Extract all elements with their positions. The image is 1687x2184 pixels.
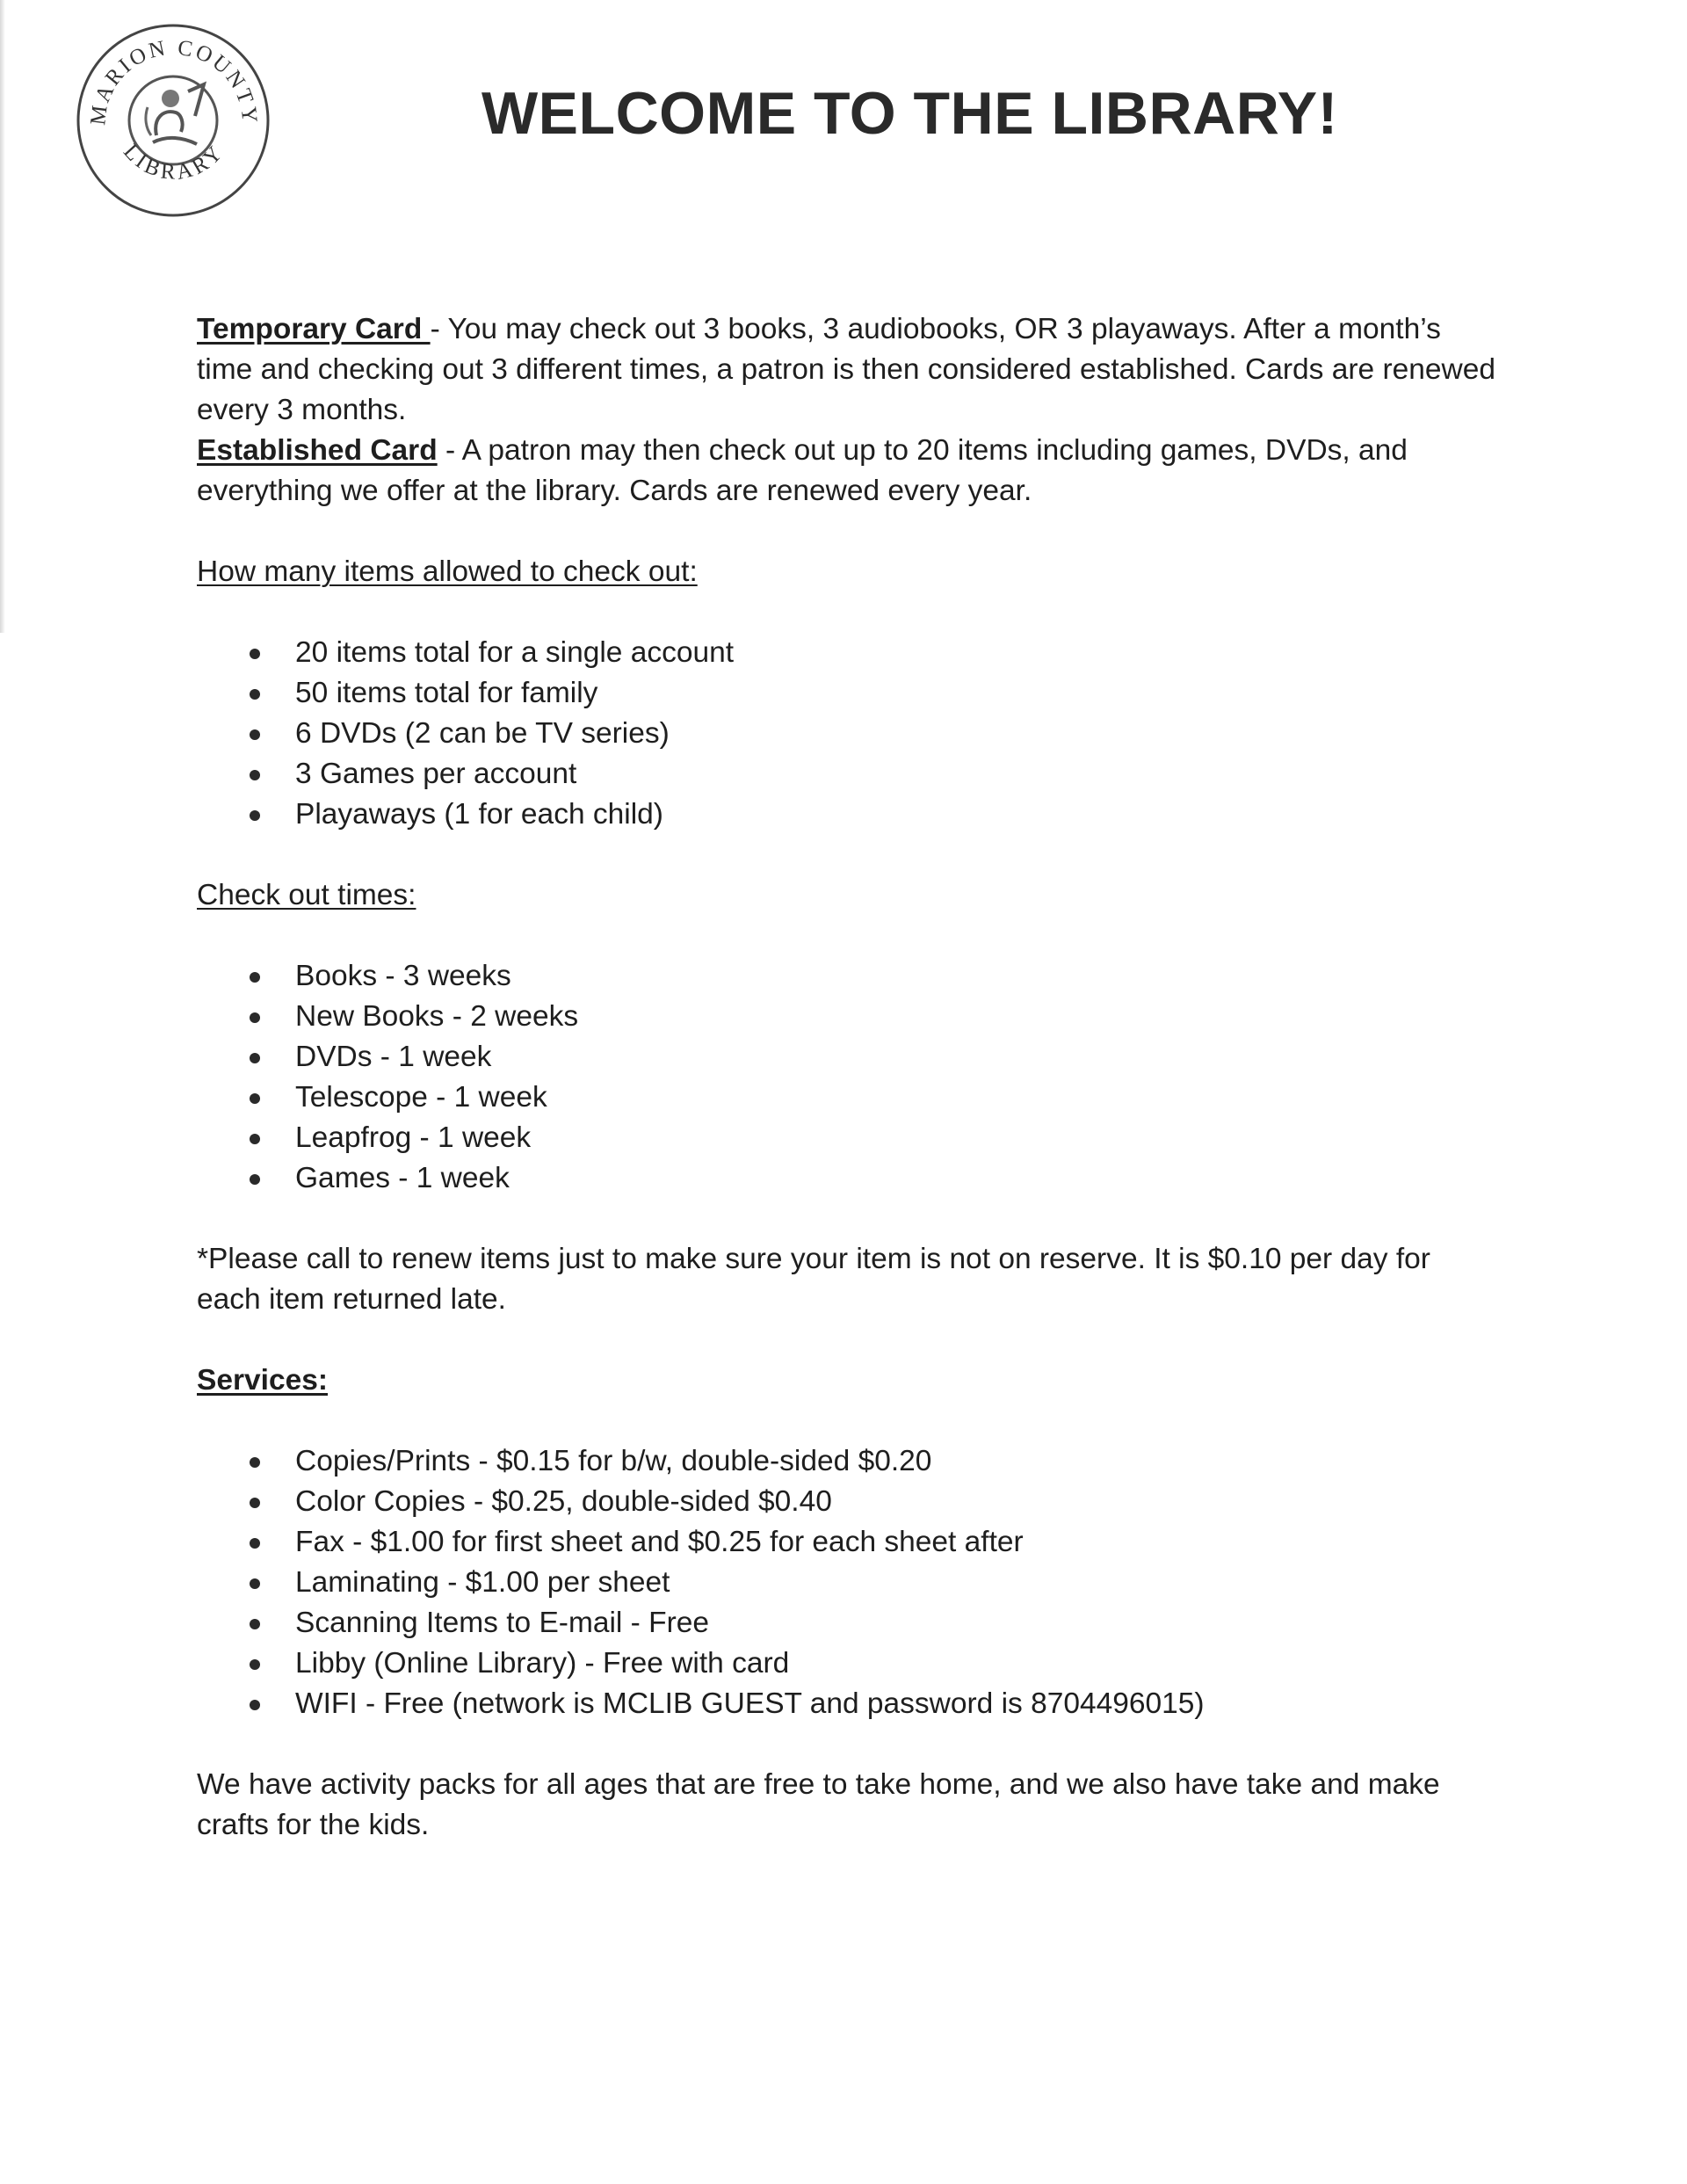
document-body <box>197 309 1497 1846</box>
items-allowed-heading: How many items allowed to check out: <box>197 555 698 588</box>
renew-note: *Please call to renew items just to make sure your item is not on reserve. It is $0.10 per day for each item returned late. <box>197 1243 1430 1316</box>
established-card-paragraph <box>197 431 1497 512</box>
temporary-card-label: Temporary Card <box>197 313 431 345</box>
svg-text:LIBRARY <box>119 140 229 185</box>
list-item: 20 items total for a single account <box>197 633 1497 673</box>
list-item: DVDs - 1 week <box>197 1037 1497 1077</box>
logo-text-bottom: LIBRARY <box>119 139 229 185</box>
services-heading: Services: <box>197 1364 328 1397</box>
page-title: WELCOME TO THE LIBRARY! <box>481 80 1338 147</box>
logo-text-top: MARION COUNTY <box>86 35 262 127</box>
list-item: Playaways (1 for each child) <box>197 795 1497 835</box>
list-item: 3 Games per account <box>197 754 1497 795</box>
checkout-times-list <box>197 956 1497 1199</box>
list-item: 50 items total for family <box>197 673 1497 714</box>
temporary-card-text: - You may check out 3 books, 3 audiobooks, OR 3 playaways. After a month’s time and checking out 3 different times, a patron is then considered established. Cards are renewed every 3 months. <box>197 313 1495 426</box>
scan-edge-shadow <box>0 0 5 633</box>
temporary-card-paragraph <box>197 309 1497 431</box>
list-item: Scanning Items to E-mail - Free <box>197 1603 1497 1643</box>
services-list <box>197 1441 1497 1724</box>
list-item: Color Copies - $0.25, double-sided $0.40 <box>197 1482 1497 1522</box>
list-item: 6 DVDs (2 can be TV series) <box>197 714 1497 754</box>
library-seal-icon <box>72 19 274 221</box>
items-allowed-list <box>197 633 1497 835</box>
list-item: Copies/Prints - $0.15 for b/w, double-sided $0.20 <box>197 1441 1497 1482</box>
established-card-label: Established Card <box>197 434 438 467</box>
closing-paragraph: We have activity packs for all ages that are free to take home, and we also have take and make crafts for the kids. <box>197 1768 1440 1841</box>
list-item: Games - 1 week <box>197 1158 1497 1199</box>
list-item: Libby (Online Library) - Free with card <box>197 1643 1497 1684</box>
checkout-times-heading: Check out times: <box>197 879 416 911</box>
list-item: Laminating - $1.00 per sheet <box>197 1563 1497 1603</box>
list-item: New Books - 2 weeks <box>197 997 1497 1037</box>
list-item: Books - 3 weeks <box>197 956 1497 997</box>
established-card-text: - A patron may then check out up to 20 items including games, DVDs, and everything we offer at the library. Cards are renewed every year. <box>197 434 1408 507</box>
list-item: WIFI - Free (network is MCLIB GUEST and password is 8704496015) <box>197 1684 1497 1724</box>
list-item: Fax - $1.00 for first sheet and $0.25 for each sheet after <box>197 1522 1497 1563</box>
list-item: Leapfrog - 1 week <box>197 1118 1497 1158</box>
list-item: Telescope - 1 week <box>197 1077 1497 1118</box>
